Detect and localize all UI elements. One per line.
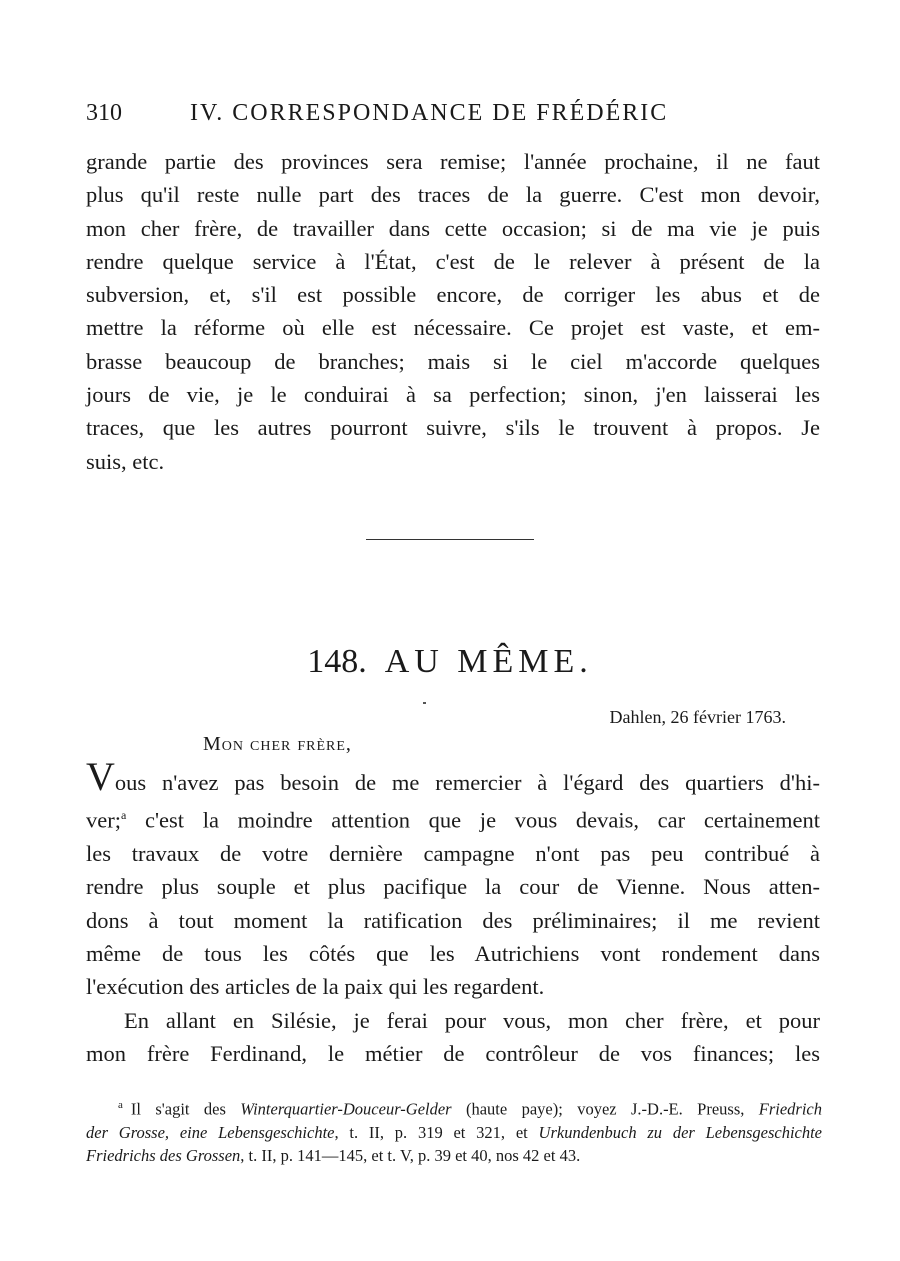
text-line: les travaux de votre dernière campagne n'ont pas peu contribué à [86,841,820,867]
text-line: grande partie des provinces sera remise; l'année prochaine, il ne faut [86,149,820,174]
text-line: mettre la réforme où elle est nécessaire. Ce projet est vaste, et em- [86,315,820,341]
salutation: Mon cher frère, [203,733,352,755]
text-line: même de tous les côtés que les Autrichiens vont rondement dans [86,940,820,966]
text-line: suis, etc. [86,448,165,474]
footnote-line [86,1121,822,1144]
italic-title: Friedrichs des Grossen [86,1145,241,1165]
text-segment: , t. II, p. 319 et 321, et [334,1122,539,1142]
text-line: traces, que les autres pourront suivre, s'ils le trouvent à propos. Je [86,415,820,441]
text-line [86,754,820,799]
text-line: brasse beaucoup de branches; mais si le ciel m'accorde quelques [86,348,820,374]
text-segment: ous n'avez pas besoin de me remercier à l'égard des quartiers d'hi- [114,770,820,795]
footnote-line [86,1144,822,1167]
italic-title: Friedrich [758,1099,822,1119]
footnote-mark: a [118,1099,123,1111]
initial-letter: V [86,754,115,799]
section-separator-rule [366,539,534,540]
italic-title: Winterquartier-Douceur-Gelder [240,1099,452,1119]
footnote-line [86,1094,822,1121]
text-line: jours de vie, je le conduirai à sa perfection; sinon, j'en laisserai les [86,382,820,408]
dateline: Dahlen, 26 février 1763. [609,707,786,727]
letter-title: AU MÊME. [384,643,593,680]
text-line: plus qu'il reste nulle part des traces de la guerre. C'est mon devoir, [86,182,820,208]
letter-paragraph [86,1004,820,1071]
text-segment: ver; [86,807,121,833]
text-line: En allant en Silésie, je ferai pour vous, mon cher frère, et pour [124,1008,820,1033]
text-line: rendre plus souple et plus pacifique la cour de Vienne. Nous atten- [86,874,820,900]
text-line [86,799,820,837]
continued-paragraph [86,145,820,478]
text-segment: c'est la moindre attention que je vous devais, car certainement [126,807,820,833]
text-line: rendre quelque service à l'État, c'est de le relever à présent de la [86,248,820,274]
text-segment: Il s'agit des [130,1099,241,1119]
text-line: mon frère Ferdinand, le métier de contrôleur de vos finances; les [86,1041,820,1067]
italic-title: der Grosse, eine Lebensgeschichte [86,1122,335,1142]
running-title: IV. CORRESPONDANCE DE FRÉDÉRIC [190,100,669,126]
text-segment: , t. II, p. 141—145, et t. V, p. 39 et 40, nos 42 et 43. [240,1145,581,1165]
text-line: subversion, et, s'il est possible encore, de corriger les abus et de [86,282,820,308]
text-line: mon cher frère, de travailler dans cette occasion; si de ma vie je puis [86,215,820,241]
letter-heading [0,643,900,681]
letter-number: 148. [307,643,367,680]
text-line: dons à tout moment la ratification des préliminaires; il me revient [86,907,820,933]
letter-paragraph [86,754,820,1004]
print-speck [423,702,426,704]
footnote [86,1094,822,1167]
text-segment: (haute paye); voyez J.-D.-E. Preuss, [451,1099,759,1119]
text-line: l'exécution des articles de la paix qui les regardent. [86,974,545,1000]
running-head [86,100,826,127]
page-number: 310 [86,100,122,126]
footnote-reference: a [120,808,127,823]
italic-title: Urkundenbuch zu der Lebensgeschichte [538,1122,823,1142]
